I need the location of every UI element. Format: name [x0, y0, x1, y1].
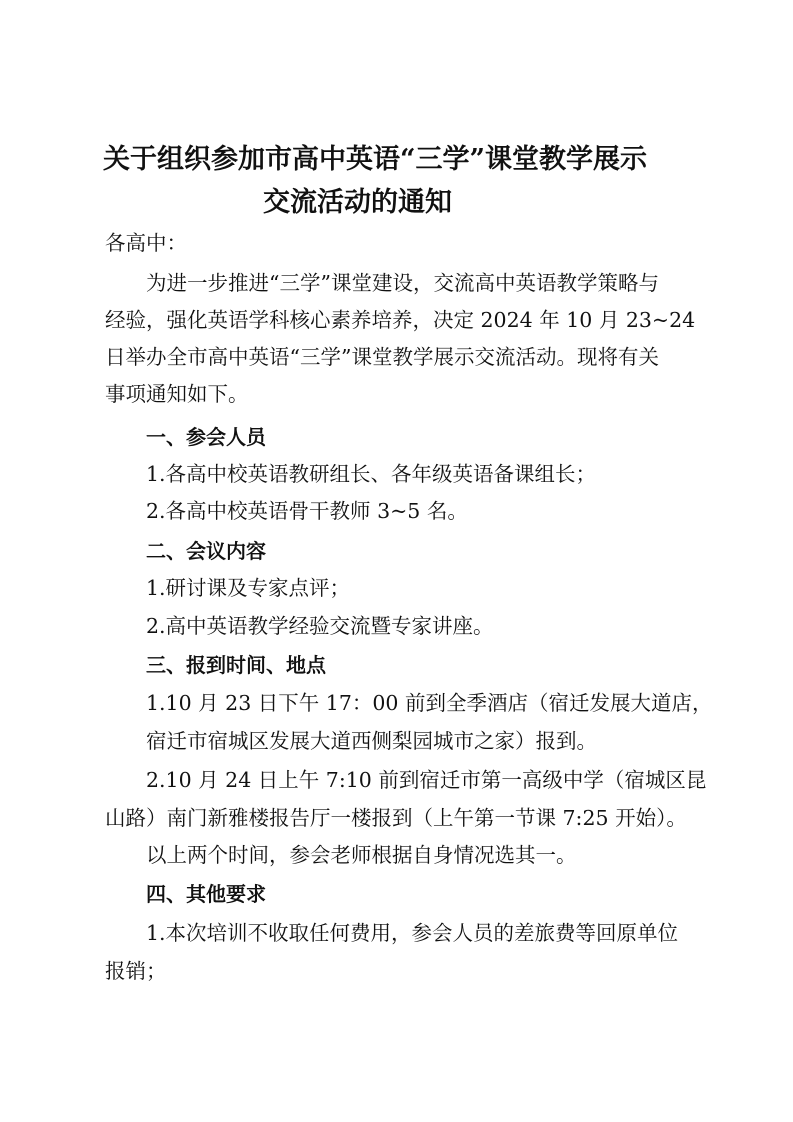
section-heading: 四、其他要求 [146, 882, 266, 906]
section-line: 2.高中英语教学经验交流暨专家讲座。 [146, 614, 494, 638]
section-line: 1.各高中校英语教研组长、各年级英语备课组长； [146, 462, 597, 486]
section-heading: 一、参会人员 [146, 425, 266, 449]
intro-line: 日举办全市高中英语“三学”课堂教学展示交流活动。现将有关 [105, 345, 659, 369]
section-line: 山路）南门新雅楼报告厅一楼报到（上午第一节课 7:25 开始）。 [105, 806, 687, 830]
notice-title-line-1: 关于组织参加市高中英语“三学”课堂教学展示 [103, 144, 648, 175]
section-line: 宿迁市宿城区发展大道西侧梨园城市之家）报到。 [146, 729, 597, 753]
section-line: 2.各高中校英语骨干教师 3~5 名。 [146, 499, 468, 523]
section-line: 以上两个时间，参会老师根据自身情况选其一。 [146, 843, 577, 867]
intro-line: 为进一步推进“三学”课堂建设，交流高中英语教学策略与 [146, 271, 659, 295]
section-line: 2.10 月 24 日上午 7:10 前到宿迁市第一高级中学（宿城区昆 [146, 768, 707, 792]
intro-line: 经验，强化英语学科核心素养培养，决定 2024 年 10 月 23~24 [105, 308, 696, 332]
section-line: 报销； [105, 959, 167, 983]
notice-title-line-2: 交流活动的通知 [263, 187, 452, 218]
section-line: 1.10 月 23 日下午 17：00 前到全季酒店（宿迁发展大道店， [146, 691, 713, 715]
section-heading: 二、会议内容 [146, 539, 266, 563]
intro-line: 事项通知如下。 [105, 382, 249, 406]
salutation: 各高中： [105, 231, 187, 255]
section-line: 1.研讨课及专家点评； [146, 576, 351, 600]
section-line: 1.本次培训不收取任何费用，参会人员的差旅费等回原单位 [146, 921, 679, 945]
section-heading: 三、报到时间、地点 [146, 653, 326, 677]
